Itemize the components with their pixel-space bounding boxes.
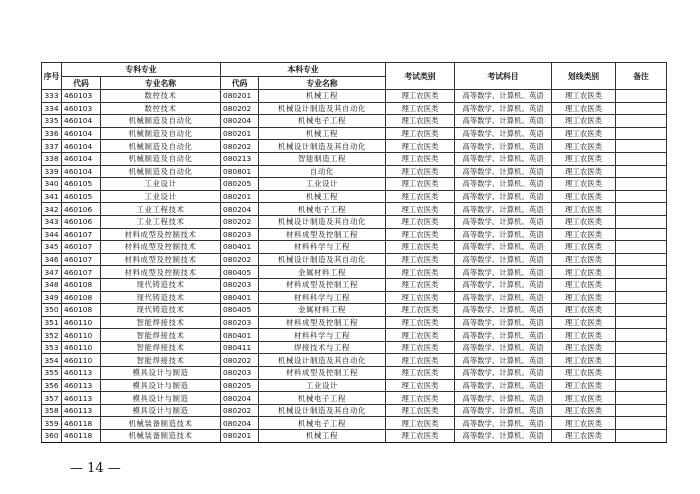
exam-subjects-cell: 高等数学、计算机、英语 [455, 203, 552, 216]
bk-code-cell: 080401 [221, 241, 259, 254]
remark-cell [616, 417, 667, 430]
seq-cell: 333 [42, 90, 62, 103]
remark-cell [616, 140, 667, 153]
exam-subjects-cell: 高等数学、计算机、英语 [455, 152, 552, 165]
bk-name-cell: 机械电子工程 [259, 203, 386, 216]
bk-code-cell: 080202 [221, 354, 259, 367]
table-row [42, 329, 667, 342]
zk-group-header: 专科专业 [62, 63, 221, 77]
zk-code-cell: 460104 [62, 152, 101, 165]
zk-code-cell: 460107 [62, 228, 101, 241]
line-type-cell: 理工农医类 [552, 215, 616, 228]
zk-name-cell: 数控技术 [101, 102, 221, 115]
remark-cell [616, 404, 667, 417]
seq-cell: 359 [42, 417, 62, 430]
bk-name-cell: 材料成型及控制工程 [259, 367, 386, 380]
bk-code-cell: 080202 [221, 102, 259, 115]
line-type-cell: 理工农医类 [552, 392, 616, 405]
table-row [42, 178, 667, 191]
zk-code-cell: 460108 [62, 291, 101, 304]
seq-cell: 344 [42, 228, 62, 241]
table-body [42, 90, 667, 443]
bk-code-cell: 080201 [221, 430, 259, 443]
seq-cell: 342 [42, 203, 62, 216]
seq-cell: 352 [42, 329, 62, 342]
seq-cell: 335 [42, 115, 62, 128]
zk-code-cell: 460105 [62, 190, 101, 203]
exam-type-cell: 理工农医类 [386, 178, 455, 191]
line-type-cell: 理工农医类 [552, 278, 616, 291]
zk-name-cell: 材料成型及控制技术 [101, 266, 221, 279]
zk-name-cell: 机械制造及自动化 [101, 115, 221, 128]
seq-cell: 349 [42, 291, 62, 304]
zk-code-cell: 460118 [62, 417, 101, 430]
bk-code-cell: 080213 [221, 152, 259, 165]
seq-cell: 337 [42, 140, 62, 153]
bk-code-cell: 080411 [221, 341, 259, 354]
table-row [42, 341, 667, 354]
zk-code-cell: 460110 [62, 316, 101, 329]
line-type-cell: 理工农医类 [552, 140, 616, 153]
zk-code-cell: 460107 [62, 241, 101, 254]
line-type-cell: 理工农医类 [552, 190, 616, 203]
exam-subjects-cell: 高等数学、计算机、英语 [455, 354, 552, 367]
remark-cell [616, 178, 667, 191]
remark-cell [616, 379, 667, 392]
bk-name-cell: 机械设计制造及其自动化 [259, 215, 386, 228]
remark-cell [616, 203, 667, 216]
remark-cell [616, 190, 667, 203]
line-type-cell: 理工农医类 [552, 291, 616, 304]
zk-name-cell: 智能焊接技术 [101, 329, 221, 342]
table-row [42, 90, 667, 103]
exam-type-cell: 理工农医类 [386, 367, 455, 380]
line-type-cell: 理工农医类 [552, 102, 616, 115]
remark-cell [616, 115, 667, 128]
line-type-cell: 理工农医类 [552, 329, 616, 342]
exam-type-cell: 理工农医类 [386, 165, 455, 178]
exam-type-cell: 理工农医类 [386, 329, 455, 342]
zk-name-cell: 材料成型及控制技术 [101, 253, 221, 266]
table-row [42, 115, 667, 128]
zk-code-header: 代码 [62, 77, 101, 90]
seq-cell: 343 [42, 215, 62, 228]
table-row [42, 203, 667, 216]
table-row [42, 430, 667, 443]
exam-subjects-cell: 高等数学、计算机、英语 [455, 215, 552, 228]
exam-subjects-cell: 高等数学、计算机、英语 [455, 316, 552, 329]
zk-name-cell: 现代铸造技术 [101, 304, 221, 317]
bk-name-cell: 材料科学与工程 [259, 329, 386, 342]
bk-name-cell: 材料成型及控制工程 [259, 228, 386, 241]
table-row [42, 165, 667, 178]
bk-name-cell: 材料成型及控制工程 [259, 278, 386, 291]
exam-type-header: 考试类别 [386, 63, 455, 90]
exam-type-cell: 理工农医类 [386, 241, 455, 254]
remark-cell [616, 152, 667, 165]
seq-cell: 354 [42, 354, 62, 367]
seq-cell: 360 [42, 430, 62, 443]
zk-code-cell: 460107 [62, 266, 101, 279]
line-type-cell: 理工农医类 [552, 127, 616, 140]
bk-name-cell: 金属材料工程 [259, 266, 386, 279]
bk-name-cell: 工业设计 [259, 178, 386, 191]
zk-name-cell: 工业设计 [101, 190, 221, 203]
table-row [42, 253, 667, 266]
bk-code-cell: 080405 [221, 304, 259, 317]
bk-code-header: 代码 [221, 77, 259, 90]
exam-subjects-cell: 高等数学、计算机、英语 [455, 404, 552, 417]
exam-subjects-cell: 高等数学、计算机、英语 [455, 102, 552, 115]
exam-subjects-header: 考试科目 [455, 63, 552, 90]
exam-subjects-cell: 高等数学、计算机、英语 [455, 190, 552, 203]
table-row [42, 379, 667, 392]
exam-type-cell: 理工农医类 [386, 253, 455, 266]
seq-cell: 345 [42, 241, 62, 254]
zk-name-cell: 机械制造及自动化 [101, 140, 221, 153]
remark-cell [616, 241, 667, 254]
seq-cell: 348 [42, 278, 62, 291]
bk-name-cell: 机械工程 [259, 190, 386, 203]
zk-name-cell: 智能焊接技术 [101, 316, 221, 329]
zk-name-cell: 模具设计与制造 [101, 392, 221, 405]
remark-cell [616, 253, 667, 266]
line-type-cell: 理工农医类 [552, 152, 616, 165]
exam-subjects-cell: 高等数学、计算机、英语 [455, 241, 552, 254]
line-type-cell: 理工农医类 [552, 203, 616, 216]
bk-code-cell: 080202 [221, 140, 259, 153]
zk-name-cell: 智能焊接技术 [101, 341, 221, 354]
zk-code-cell: 460105 [62, 178, 101, 191]
bk-group-header: 本科专业 [221, 63, 386, 77]
exam-type-cell: 理工农医类 [386, 215, 455, 228]
bk-code-cell: 080203 [221, 228, 259, 241]
bk-code-cell: 080204 [221, 115, 259, 128]
exam-type-cell: 理工农医类 [386, 430, 455, 443]
exam-type-cell: 理工农医类 [386, 304, 455, 317]
bk-name-cell: 金属材料工程 [259, 304, 386, 317]
seq-cell: 346 [42, 253, 62, 266]
remark-cell [616, 228, 667, 241]
line-type-cell: 理工农医类 [552, 165, 616, 178]
table-row [42, 228, 667, 241]
bk-name-cell: 材料科学与工程 [259, 291, 386, 304]
seq-cell: 341 [42, 190, 62, 203]
exam-type-cell: 理工农医类 [386, 115, 455, 128]
zk-code-cell: 460110 [62, 341, 101, 354]
exam-type-cell: 理工农医类 [386, 341, 455, 354]
line-type-cell: 理工农医类 [552, 178, 616, 191]
bk-name-cell: 智能制造工程 [259, 152, 386, 165]
table-row [42, 354, 667, 367]
line-type-cell: 理工农医类 [552, 90, 616, 103]
zk-name-cell: 现代铸造技术 [101, 278, 221, 291]
zk-name-cell: 模具设计与制造 [101, 404, 221, 417]
exam-subjects-cell: 高等数学、计算机、英语 [455, 165, 552, 178]
exam-type-cell: 理工农医类 [386, 392, 455, 405]
table-row [42, 152, 667, 165]
zk-name-cell: 工业工程技术 [101, 215, 221, 228]
line-type-cell: 理工农医类 [552, 430, 616, 443]
bk-code-cell: 080205 [221, 379, 259, 392]
seq-header: 序号 [42, 63, 62, 90]
bk-name-cell: 机械设计制造及其自动化 [259, 140, 386, 153]
bk-name-cell: 自动化 [259, 165, 386, 178]
line-type-cell: 理工农医类 [552, 266, 616, 279]
zk-code-cell: 460108 [62, 278, 101, 291]
bk-name-cell: 材料科学与工程 [259, 241, 386, 254]
exam-type-cell: 理工农医类 [386, 228, 455, 241]
exam-subjects-cell: 高等数学、计算机、英语 [455, 115, 552, 128]
table-row [42, 278, 667, 291]
exam-type-cell: 理工农医类 [386, 203, 455, 216]
zk-name-cell: 模具设计与制造 [101, 379, 221, 392]
remark-cell [616, 291, 667, 304]
zk-name-cell: 材料成型及控制技术 [101, 241, 221, 254]
line-type-cell: 理工农医类 [552, 316, 616, 329]
zk-name-cell: 数控技术 [101, 90, 221, 103]
table-row [42, 291, 667, 304]
exam-type-cell: 理工农医类 [386, 90, 455, 103]
line-type-cell: 理工农医类 [552, 115, 616, 128]
zk-name-cell: 现代铸造技术 [101, 291, 221, 304]
exam-subjects-cell: 高等数学、计算机、英语 [455, 367, 552, 380]
exam-type-cell: 理工农医类 [386, 404, 455, 417]
zk-code-cell: 460106 [62, 215, 101, 228]
zk-name-cell: 智能焊接技术 [101, 354, 221, 367]
line-type-cell: 理工农医类 [552, 417, 616, 430]
zk-code-cell: 460104 [62, 165, 101, 178]
bk-name-cell: 机械工程 [259, 90, 386, 103]
exam-type-cell: 理工农医类 [386, 417, 455, 430]
bk-name-cell: 机械设计制造及其自动化 [259, 253, 386, 266]
bk-code-cell: 080202 [221, 404, 259, 417]
exam-subjects-cell: 高等数学、计算机、英语 [455, 392, 552, 405]
zk-code-cell: 460113 [62, 404, 101, 417]
seq-cell: 357 [42, 392, 62, 405]
bk-code-cell: 080205 [221, 178, 259, 191]
bk-name-cell: 机械电子工程 [259, 392, 386, 405]
bk-code-cell: 080203 [221, 367, 259, 380]
bk-name-cell: 焊接技术与工程 [259, 341, 386, 354]
bk-name-cell: 机械设计制造及其自动化 [259, 404, 386, 417]
remark-header: 备注 [616, 63, 667, 90]
zk-name-cell: 工业工程技术 [101, 203, 221, 216]
seq-cell: 339 [42, 165, 62, 178]
page-number: — 14 — [70, 461, 121, 476]
remark-cell [616, 367, 667, 380]
exam-subjects-cell: 高等数学、计算机、英语 [455, 291, 552, 304]
zk-code-cell: 460107 [62, 253, 101, 266]
remark-cell [616, 392, 667, 405]
zk-name-cell: 材料成型及控制技术 [101, 228, 221, 241]
exam-type-cell: 理工农医类 [386, 140, 455, 153]
zk-code-cell: 460104 [62, 140, 101, 153]
seq-cell: 334 [42, 102, 62, 115]
zk-code-cell: 460104 [62, 115, 101, 128]
seq-cell: 350 [42, 304, 62, 317]
exam-type-cell: 理工农医类 [386, 190, 455, 203]
bk-code-cell: 080202 [221, 215, 259, 228]
zk-name-cell: 机械装备制造技术 [101, 430, 221, 443]
exam-subjects-cell: 高等数学、计算机、英语 [455, 304, 552, 317]
table-row [42, 417, 667, 430]
bk-name-cell: 机械设计制造及其自动化 [259, 354, 386, 367]
line-type-header: 划线类别 [552, 63, 616, 90]
remark-cell [616, 430, 667, 443]
table-row [42, 190, 667, 203]
zk-name-cell: 模具设计与制造 [101, 367, 221, 380]
zk-name-header: 专业名称 [101, 77, 221, 90]
seq-cell: 355 [42, 367, 62, 380]
bk-code-cell: 080204 [221, 417, 259, 430]
majors-table [41, 62, 667, 443]
bk-code-cell: 080201 [221, 90, 259, 103]
table-row [42, 102, 667, 115]
exam-subjects-cell: 高等数学、计算机、英语 [455, 90, 552, 103]
remark-cell [616, 266, 667, 279]
exam-subjects-cell: 高等数学、计算机、英语 [455, 228, 552, 241]
zk-name-cell: 工业设计 [101, 178, 221, 191]
remark-cell [616, 341, 667, 354]
table-row [42, 127, 667, 140]
table-row [42, 367, 667, 380]
seq-cell: 358 [42, 404, 62, 417]
seq-cell: 356 [42, 379, 62, 392]
seq-cell: 336 [42, 127, 62, 140]
table-row [42, 392, 667, 405]
exam-type-cell: 理工农医类 [386, 316, 455, 329]
line-type-cell: 理工农医类 [552, 228, 616, 241]
line-type-cell: 理工农医类 [552, 253, 616, 266]
table-row [42, 140, 667, 153]
exam-subjects-cell: 高等数学、计算机、英语 [455, 379, 552, 392]
remark-cell [616, 329, 667, 342]
zk-code-cell: 460113 [62, 379, 101, 392]
bk-name-cell: 机械设计制造及其自动化 [259, 102, 386, 115]
bk-code-cell: 080401 [221, 329, 259, 342]
bk-code-cell: 080405 [221, 266, 259, 279]
zk-code-cell: 460113 [62, 367, 101, 380]
table-row [42, 215, 667, 228]
seq-cell: 351 [42, 316, 62, 329]
remark-cell [616, 102, 667, 115]
exam-type-cell: 理工农医类 [386, 291, 455, 304]
line-type-cell: 理工农医类 [552, 241, 616, 254]
zk-code-cell: 460118 [62, 430, 101, 443]
remark-cell [616, 90, 667, 103]
zk-code-cell: 460110 [62, 329, 101, 342]
bk-code-cell: 080201 [221, 190, 259, 203]
bk-name-cell: 材料成型及控制工程 [259, 316, 386, 329]
exam-subjects-cell: 高等数学、计算机、英语 [455, 140, 552, 153]
seq-cell: 353 [42, 341, 62, 354]
line-type-cell: 理工农医类 [552, 304, 616, 317]
bk-code-cell: 080204 [221, 203, 259, 216]
remark-cell [616, 316, 667, 329]
bk-name-cell: 机械电子工程 [259, 417, 386, 430]
bk-code-cell: 080801 [221, 165, 259, 178]
bk-code-cell: 080203 [221, 316, 259, 329]
seq-cell: 347 [42, 266, 62, 279]
table-row [42, 304, 667, 317]
bk-name-cell: 机械工程 [259, 127, 386, 140]
exam-type-cell: 理工农医类 [386, 152, 455, 165]
exam-subjects-cell: 高等数学、计算机、英语 [455, 266, 552, 279]
seq-cell: 340 [42, 178, 62, 191]
exam-subjects-cell: 高等数学、计算机、英语 [455, 329, 552, 342]
table-header [42, 63, 667, 90]
zk-name-cell: 机械制造及自动化 [101, 127, 221, 140]
exam-type-cell: 理工农医类 [386, 102, 455, 115]
zk-code-cell: 460108 [62, 304, 101, 317]
bk-name-header: 专业名称 [259, 77, 386, 90]
exam-subjects-cell: 高等数学、计算机、英语 [455, 253, 552, 266]
line-type-cell: 理工农医类 [552, 404, 616, 417]
zk-code-cell: 460103 [62, 90, 101, 103]
zk-name-cell: 机械制造及自动化 [101, 152, 221, 165]
bk-code-cell: 080203 [221, 278, 259, 291]
zk-code-cell: 460113 [62, 392, 101, 405]
table-row [42, 404, 667, 417]
exam-type-cell: 理工农医类 [386, 354, 455, 367]
exam-type-cell: 理工农医类 [386, 127, 455, 140]
bk-code-cell: 080401 [221, 291, 259, 304]
exam-type-cell: 理工农医类 [386, 379, 455, 392]
line-type-cell: 理工农医类 [552, 354, 616, 367]
exam-subjects-cell: 高等数学、计算机、英语 [455, 417, 552, 430]
zk-code-cell: 460110 [62, 354, 101, 367]
exam-type-cell: 理工农医类 [386, 278, 455, 291]
bk-name-cell: 工业设计 [259, 379, 386, 392]
remark-cell [616, 215, 667, 228]
bk-name-cell: 机械工程 [259, 430, 386, 443]
zk-name-cell: 机械装备制造技术 [101, 417, 221, 430]
remark-cell [616, 304, 667, 317]
remark-cell [616, 354, 667, 367]
exam-subjects-cell: 高等数学、计算机、英语 [455, 127, 552, 140]
line-type-cell: 理工农医类 [552, 379, 616, 392]
exam-type-cell: 理工农医类 [386, 266, 455, 279]
bk-code-cell: 080201 [221, 127, 259, 140]
zk-name-cell: 机械制造及自动化 [101, 165, 221, 178]
line-type-cell: 理工农医类 [552, 367, 616, 380]
exam-subjects-cell: 高等数学、计算机、英语 [455, 430, 552, 443]
exam-subjects-cell: 高等数学、计算机、英语 [455, 278, 552, 291]
remark-cell [616, 278, 667, 291]
exam-subjects-cell: 高等数学、计算机、英语 [455, 178, 552, 191]
remark-cell [616, 165, 667, 178]
remark-cell [616, 127, 667, 140]
bk-name-cell: 机械电子工程 [259, 115, 386, 128]
table-row [42, 266, 667, 279]
line-type-cell: 理工农医类 [552, 341, 616, 354]
bk-code-cell: 080202 [221, 253, 259, 266]
table-row [42, 241, 667, 254]
zk-code-cell: 460104 [62, 127, 101, 140]
zk-code-cell: 460103 [62, 102, 101, 115]
table-row [42, 316, 667, 329]
exam-subjects-cell: 高等数学、计算机、英语 [455, 341, 552, 354]
bk-code-cell: 080204 [221, 392, 259, 405]
seq-cell: 338 [42, 152, 62, 165]
zk-code-cell: 460106 [62, 203, 101, 216]
